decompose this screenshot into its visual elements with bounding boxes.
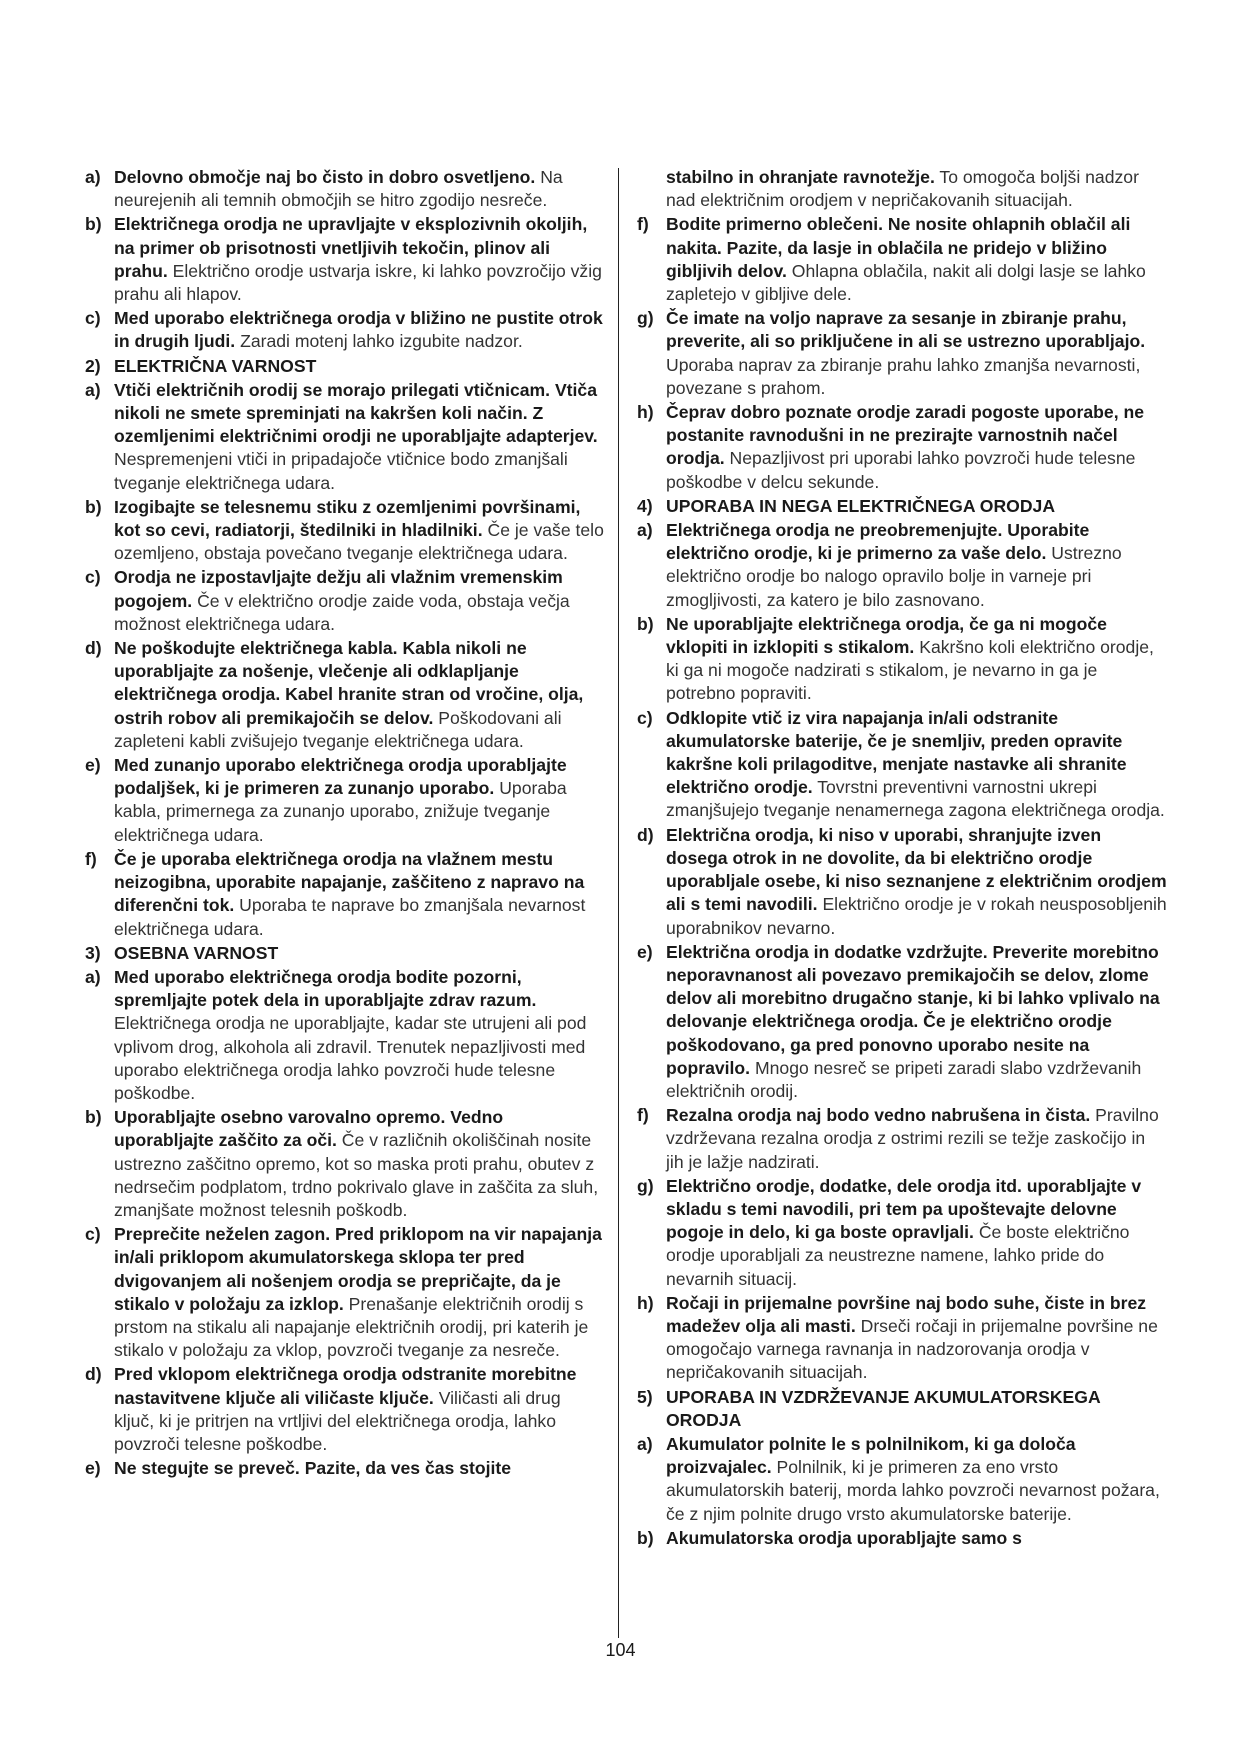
list-item [85, 496, 605, 566]
list-item [637, 1527, 1167, 1550]
item-body-text: Poškodovani ali zapleteni kabli zvišujejo tveganje električnega udara. [114, 707, 562, 751]
item-label: a) [85, 966, 101, 987]
section-heading [85, 355, 605, 378]
list-item [637, 401, 1167, 494]
item-bold-text: Orodja ne izpostavljajte dežju ali vlažnim vremenskim pogojem. [114, 567, 563, 611]
item-body-text: Mnogo nesreč se pripeti zaradi slabo vzdrževanih električnih orodij. [666, 1057, 1142, 1101]
item-bold-text: Med uporabo električnega orodja v bližino ne pustite otrok in drugih ljudi. [114, 308, 603, 352]
item-bold-text: Če imate na voljo naprave za sesanje in zbiranje prahu, preverite, ali so priključene in ali se ustrezno uporabljajo. [666, 308, 1146, 352]
item-body-text: Polnilnik, ki je primeren za eno vrsto akumulatorskih baterij, morda lahko povzroči nevarnost požara, če z njim polnite drugo vrsto akumulatorske baterije. [666, 1457, 1160, 1524]
item-bold-text: Ne stegujte se preveč. Pazite, da ves čas stojite [114, 1458, 512, 1479]
item-body-text: Tovrstni preventivni varnostni ukrepi zmanjšujejo tveganje nenamernega zagona električnega orodja. [666, 777, 1165, 821]
item-label: f) [637, 214, 649, 235]
item-label: h) [637, 402, 654, 423]
item-body-text: Če boste električno orodje uporabljali za neustrezne namene, lahko pride do nevarnih situacij. [666, 1222, 1130, 1289]
list-item [85, 1363, 605, 1456]
section-heading [85, 942, 605, 965]
left-column [85, 166, 605, 1481]
item-body-text: Ustrezno električno orodje bo nalogo opravilo bolje in varneje pri zmogljivosti, za katero je bilo zasnovano. [666, 543, 1122, 610]
item-label: c) [85, 308, 101, 329]
item-bold-text: Ročaji in prijemalne površine naj bodo suhe, čiste in brez madežev olja ali masti. [666, 1292, 1147, 1336]
list-item [637, 824, 1167, 940]
item-bold-text: Rezalna orodja naj bodo vedno nabrušena in čista. [666, 1105, 1091, 1126]
section-title: UPORABA IN VZDRŽEVANJE AKUMULATORSKEGA ORODJA [666, 1386, 1100, 1430]
item-body-text: Električnega orodja ne uporabljajte, kadar ste utrujeni ali pod vplivom drog, alkohola ali zdravil. Trenutek nepazljivosti med uporabo električnega orodja lahko povzroči hude telesne poškodbe. [114, 1013, 587, 1103]
item-body-text: Električno orodje ustvarja iskre, ki lahko povzročijo vžig prahu ali hlapov. [114, 260, 602, 305]
list-item [637, 707, 1167, 823]
section-title: UPORABA IN NEGA ELEKTRIČNEGA ORODJA [666, 495, 1056, 516]
item-bold-text: Če je uporaba električnega orodja na vlažnem mestu neizogibna, uporabite napajanje, zaščiteno z napravo na diferenčni tok. [114, 848, 585, 916]
item-label: g) [637, 1175, 654, 1196]
item-label: e) [637, 941, 653, 962]
item-label: c) [85, 567, 101, 588]
item-bold-text: Ne uporabljajte električnega orodja, če ga ni mogoče vklopiti in izklopiti s stikalom. [666, 613, 1107, 658]
item-bold-text: Preprečite neželen zagon. Pred priklopom na vir napajanja in/ali priklopom akumulatorskega sklopa ter pred dvigovanjem ali nošenjem orodja se prepričajte, da je stikalo v položaju za izklop. [114, 1224, 602, 1314]
list-item [85, 848, 605, 941]
list-item-continuation [637, 166, 1167, 212]
item-label: e) [85, 755, 101, 776]
item-bold-text: Akumulator polnite le s polnilnikom, ki ga določa proizvajalec. [666, 1433, 1076, 1478]
section-number: 3) [85, 942, 101, 963]
section-number: 4) [637, 495, 653, 516]
list-item [637, 1433, 1167, 1526]
item-label: f) [85, 848, 97, 869]
section-title: ELEKTRIČNA VARNOST [114, 355, 317, 376]
column-divider [618, 168, 619, 1638]
list-item [85, 166, 605, 212]
item-bold-text: Ne poškodujte električnega kabla. Kabla nikoli ne uporabljajte za nošenje, vlečenje ali odklapljanje električnega orodja. Kabel hranite stran od vročine, olja, ostrih robov ali premikajočih se delov. [114, 638, 584, 728]
item-label: e) [85, 1458, 101, 1479]
item-label: d) [85, 1364, 102, 1385]
item-bold-text: Električnega orodja ne preobremenjujte. Uporabite električno orodje, ki je primerno za vaše delo. [666, 520, 1090, 564]
item-body-text: Prenašanje električnih orodij s prstom na stikalu ali napajanje električnih orodij, pri katerih je stikalo v položaju za vklop, povzroči tveganje za nesreče. [114, 1293, 589, 1361]
item-label: d) [637, 824, 654, 845]
item-body-text: Kakršno koli električno orodje, ki ga ni mogoče nadzirati s stikalom, je nevarno in ga je potrebno popraviti. [666, 637, 1154, 704]
item-label: a) [85, 167, 101, 187]
item-label: c) [85, 1224, 101, 1245]
list-item [637, 1292, 1167, 1385]
section-number: 5) [637, 1386, 653, 1407]
list-item [637, 519, 1167, 612]
right-column [637, 166, 1167, 1551]
item-bold-text: Električna orodja, ki niso v uporabi, shranjujte izven dosega otrok in ne dovolite, da bi električno orodje uporabljale osebe, ki niso seznanjene z električnim orodjem ali s temi navodili. [666, 824, 1167, 915]
item-bold-text: stabilno in ohranjate ravnotežje. [666, 167, 935, 187]
list-item [85, 1106, 605, 1222]
section-heading [637, 1386, 1167, 1432]
section-number: 2) [85, 355, 101, 376]
list-item [85, 566, 605, 636]
item-body-text: Uporaba kabla, primernega za zunanjo uporabo, znižuje tveganje električnega udara. [114, 778, 567, 845]
list-item [85, 966, 605, 1105]
item-bold-text: Električno orodje, dodatke, dele orodja itd. uporabljajte v skladu s temi navodili, pri tem pa upoštevajte delovne pogoje in delo, ki ga boste opravljali. [666, 1175, 1142, 1243]
item-label: a) [637, 520, 653, 541]
item-bold-text: Odklopite vtič iz vira napajanja in/ali odstranite akumulatorske baterije, če je snemljiv, preden opravite kakršne koli prilagoditve, menjate nastavke ali shranite električno orodje. [666, 707, 1127, 798]
list-item [85, 1457, 605, 1480]
section-title: OSEBNA VARNOST [114, 942, 279, 963]
item-label: f) [637, 1105, 649, 1126]
item-label: b) [637, 1527, 654, 1548]
list-item [637, 613, 1167, 706]
item-bold-text: Uporabljajte osebno varovalno opremo. Vedno uporabljajte zaščito za oči. [114, 1107, 504, 1151]
page-number: 104 [605, 1640, 636, 1660]
item-bold-text: Električnega orodja ne upravljajte v eksplozivnih okoljih, na primer ob prisotnosti vnetljivih tekočin, plinov ali prahu. [114, 214, 588, 281]
section-heading [637, 495, 1167, 518]
item-label: g) [637, 308, 654, 329]
list-item [85, 637, 605, 753]
list-item [637, 1104, 1167, 1174]
item-body-text: Ohlapna oblačila, nakit ali dolgi lasje se lahko zapletejo v gibljive dele. [666, 260, 1146, 305]
item-bold-text: Akumulatorska orodja uporabljajte samo s [666, 1527, 1022, 1548]
item-label: h) [637, 1292, 654, 1313]
item-bold-text: Med uporabo električnega orodja bodite pozorni, spremljajte potek dela in uporabljajte zdrav razum. [114, 966, 537, 1011]
item-label: a) [637, 1433, 653, 1454]
item-bold-text: Pred vklopom električnega orodja odstranite morebitne nastavitvene ključe ali viličaste ključe. [114, 1364, 577, 1408]
list-item [85, 379, 605, 495]
item-bold-text: Čeprav dobro poznate orodje zaradi pogoste uporabe, ne postanite ravnodušni in ne prezirajte varnostnih načel orodja. [666, 402, 1145, 469]
list-item [637, 941, 1167, 1103]
item-body-text: Na neurejenih ali temnih območjih se hitro zgodijo nesreče. [114, 167, 563, 211]
item-bold-text: Delovno območje naj bo čisto in dobro osvetljeno. [114, 167, 536, 187]
item-body-text: Če je vaše telo ozemljeno, obstaja povečano tveganje električnega udara. [114, 520, 604, 564]
item-bold-text: Vtiči električnih orodij se morajo prilegati vtičnicam. Vtiča nikoli ne smete spreminjati na kakršen koli način. Z ozemljenimi električnimi orodji ne uporabljajte adapterjev. [114, 379, 598, 447]
item-body-text: Nespremenjeni vtiči in pripadajoče vtičnice bodo zmanjšali tveganje električnega udara. [114, 449, 568, 493]
item-label: a) [85, 379, 101, 400]
item-bold-text: Med zunanjo uporabo električnega orodja uporabljajte podaljšek, ki je primeren za zunanjo uporabo. [114, 755, 567, 799]
item-body-text: Drseči ročaji in prijemalne površine ne omogočajo varnega ravnanja in nadzorovanja orodja v nepričakovanih situacijah. [666, 1315, 1158, 1383]
item-body-text: Nepazljivost pri uporabi lahko povzroči hude telesne poškodbe v delcu sekunde. [666, 448, 1136, 492]
list-item [85, 1223, 605, 1362]
list-item [85, 213, 605, 306]
item-label: b) [85, 1107, 102, 1128]
item-label: b) [637, 613, 654, 634]
item-label: b) [85, 496, 102, 517]
item-body-text: Uporaba naprav za zbiranje prahu lahko zmanjša nevarnosti, povezane s prahom. [666, 354, 1141, 398]
item-body-text: To omogoča boljši nadzor nad električnim orodjem v nepričakovanih situacijah. [666, 167, 1139, 211]
item-label: d) [85, 638, 102, 659]
list-item [85, 754, 605, 847]
item-body-text: Pravilno vzdrževana rezalna orodja z ostrimi rezili se težje zaskočijo in jih je lažje nadzirati. [666, 1105, 1159, 1172]
item-bold-text: Električna orodja in dodatke vzdržujte. Preverite morebitno neporavnanost ali povezavo premikajočih se delov, zlome delov ali morebitno drugačno stanje, ki bi lahko vplivalo na delovanje električnega orodja. Če je električno orodje poškodovano, ga pred ponovno uporabo nesite na popravilo. [666, 941, 1160, 1078]
item-body-text: Če v električno orodje zaide voda, obstaja večja možnost električnega udara. [114, 590, 570, 634]
item-label: c) [637, 707, 653, 728]
list-item [637, 213, 1167, 306]
item-label: b) [85, 214, 102, 235]
item-bold-text: Bodite primerno oblečeni. Ne nosite ohlapnih oblačil ali nakita. Pazite, da lasje in oblačila ne pridejo v bližino gibljivih delov. [666, 214, 1131, 281]
list-item [637, 1175, 1167, 1291]
item-body-text: Električno orodje je v rokah neusposobljenih uporabnikov nevarno. [666, 894, 1167, 938]
item-body-text: Če v različnih okoliščinah nosite ustrezno zaščitno opremo, kot so maska proti prahu, obutev z nedrsečim podplatom, trdno pokrivalo glave in zaščita za sluh, zmanjšate možnost telesnih poškodb. [114, 1130, 599, 1220]
item-body-text: Uporaba te naprave bo zmanjšala nevarnost električnega udara. [114, 895, 586, 939]
item-bold-text: Izogibajte se telesnemu stiku z ozemljenimi površinami, kot so cevi, radiatorji, štedilniki in hladilniki. [114, 496, 581, 541]
item-body-text: Zaradi motenj lahko izgubite nadzor. [235, 331, 523, 352]
item-body-text: Viličasti ali drug ključ, ki je pritrjen na vrtljivi del električnega orodja, lahko povzroči telesne poškodbe. [114, 1387, 561, 1454]
list-item [85, 307, 605, 353]
list-item [637, 307, 1167, 400]
